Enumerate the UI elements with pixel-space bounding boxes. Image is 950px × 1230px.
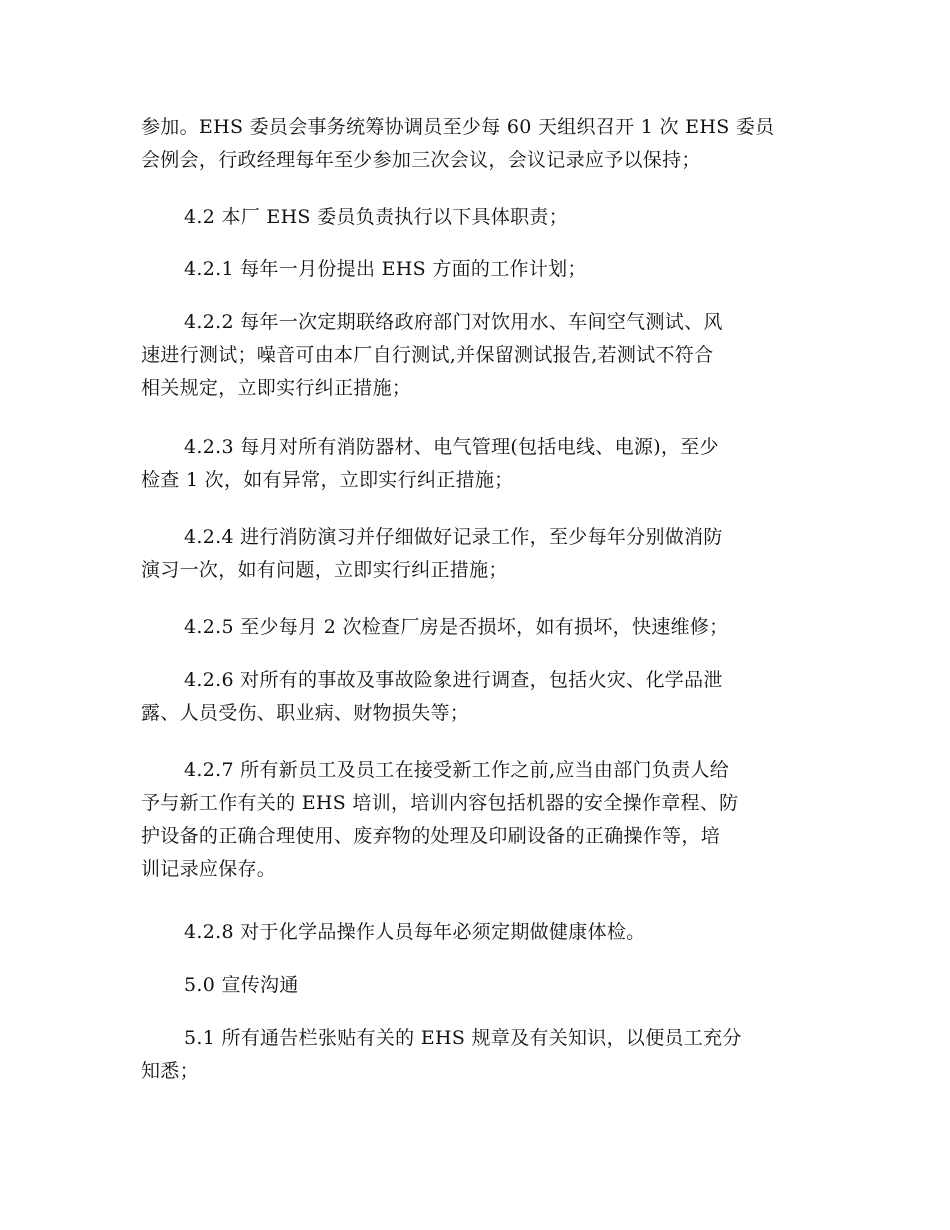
text-line: 4.2.8 对于化学品操作人员每年必须定期做健康体检。 (184, 921, 646, 943)
text-line: 4.2.6 对所有的事故及事故险象进行调查，包括火灾、化学品泄 (184, 669, 723, 691)
paragraph-continued (141, 111, 809, 177)
paragraph-4-2-5 (141, 611, 809, 644)
section-heading-5-0 (141, 969, 809, 1002)
text-line: 露、人员受伤、职业病、财物损失等； (141, 702, 470, 724)
text-line: 5.1 所有通告栏张贴有关的 EHS 规章及有关知识，以便员工充分 (184, 1027, 742, 1049)
text-line: 4.2.1 每年一月份提出 EHS 方面的工作计划； (184, 258, 587, 280)
text-line: 训记录应保存。 (141, 858, 277, 880)
paragraph-4-2-3 (141, 431, 809, 497)
paragraph-4-2 (141, 201, 809, 234)
text-line: 5.0 宣传沟通 (184, 974, 299, 996)
text-line: 会例会，行政经理每年至少参加三次会议，会议记录应予以保持； (141, 149, 701, 171)
paragraph-4-2-8 (141, 916, 809, 949)
paragraph-4-2-6 (141, 664, 809, 730)
text-line: 检查 1 次，如有异常，立即实行纠正措施； (141, 469, 514, 491)
text-line: 速进行测试；噪音可由本厂自行测试,并保留测试报告,若测试不符合 (141, 344, 714, 366)
text-line: 予与新工作有关的 EHS 培训，培训内容包括机器的安全操作章程、防 (141, 792, 739, 814)
paragraph-4-2-7 (141, 754, 809, 886)
text-line: 演习一次，如有问题，立即实行纠正措施； (141, 559, 508, 581)
paragraph-4-2-2 (141, 306, 809, 405)
text-line: 4.2.7 所有新员工及员工在接受新工作之前,应当由部门负责人给 (184, 759, 730, 781)
text-line: 4.2 本厂 EHS 委员负责执行以下具体职责； (184, 206, 568, 228)
text-line: 相关规定，立即实行纠正措施； (141, 377, 412, 399)
text-line: 4.2.4 进行消防演习并仔细做好记录工作，至少每年分别做消防 (184, 526, 723, 548)
text-line: 知悉； (141, 1060, 199, 1082)
paragraph-4-2-1 (141, 253, 809, 286)
text-line: 参加。EHS 委员会事务统筹协调员至少每 60 天组织召开 1 次 EHS 委员 (141, 116, 775, 138)
text-line: 4.2.5 至少每月 2 次检查厂房是否损坏，如有损坏，快速维修； (184, 616, 729, 638)
paragraph-5-1 (141, 1022, 809, 1088)
text-line: 4.2.3 每月对所有消防器材、电气管理(包括电线、电源)，至少 (184, 436, 719, 458)
text-line: 4.2.2 每年一次定期联络政府部门对饮用水、车间空气测试、风 (184, 311, 723, 333)
paragraph-4-2-4 (141, 521, 809, 587)
text-line: 护设备的正确合理使用、废弃物的处理及印刷设备的正确操作等，培 (141, 825, 721, 847)
